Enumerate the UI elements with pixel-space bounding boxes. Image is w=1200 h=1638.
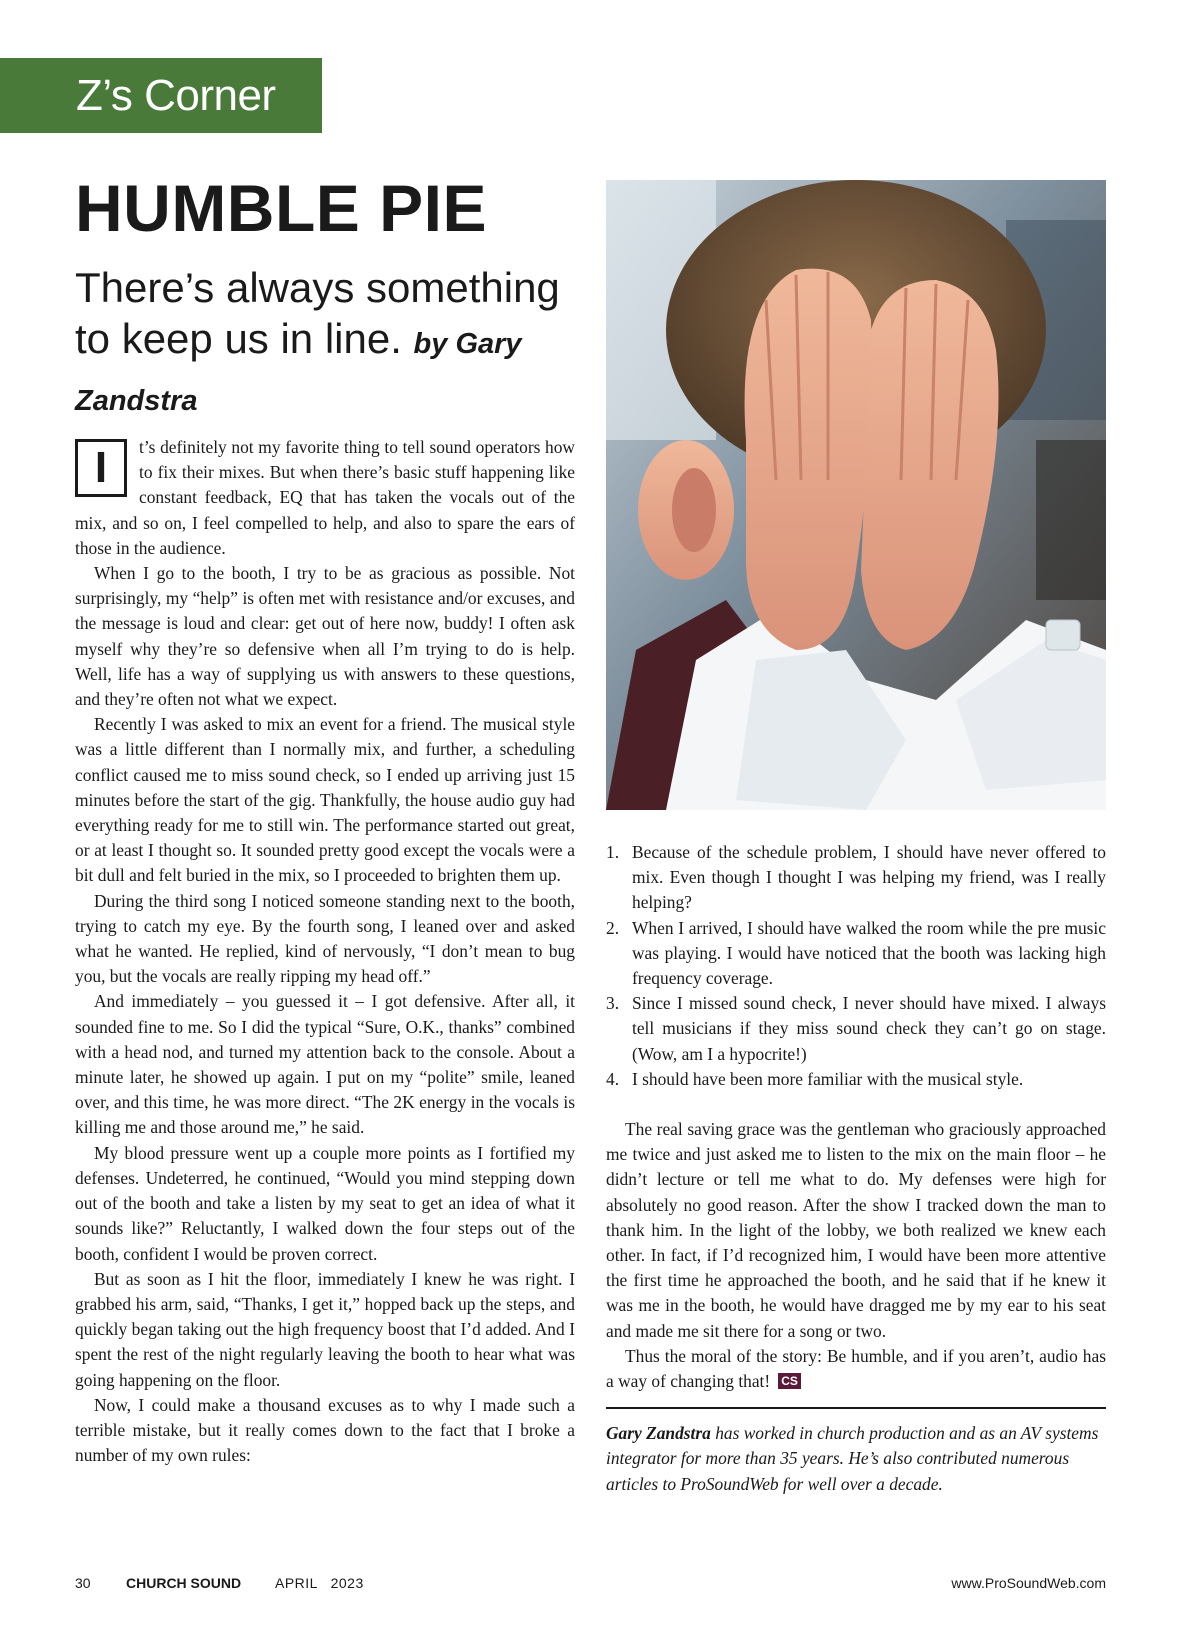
magazine-name: CHURCH SOUND <box>126 1575 242 1591</box>
paragraph-3: Recently I was asked to mix an event for a friend. The musical style was a little different than I normally mix, and further, a scheduling conflict caused me to miss sound check, so I ended up arriving just 15 minutes before the start of the gig. Thankfully, the house audio guy had everything ready for me to still win. The performance started out great, or at least I thought so. It sounded pretty good except the vocals were a bit dull and felt buried in the mix, so I proceeded to brighten them up. <box>75 714 575 886</box>
article-subtitle <box>75 262 575 427</box>
rules-list <box>606 840 1106 1092</box>
author-bio: Gary Zandstra has worked in church production and as an AV systems integrator for more than 35 years. He’s also contributed numerous articles to ProSoundWeb for well over a decade. <box>606 1423 1099 1494</box>
page-number: 30 <box>75 1575 91 1591</box>
right-column <box>606 840 1106 1497</box>
article-title: HUMBLE PIE <box>75 171 488 245</box>
spacer <box>606 1092 1106 1117</box>
paragraph-5: And immediately – you guessed it – I got defensive. After all, it sounded fine to me. So I did the typical “Sure, O.K., thanks” combined with a head nod, and turned my attention back to the console. About a minute later, he showed up again. I put on my “polite” smile, leaned over, and this time, he was more direct. “The 2K energy in the vocals is killing me and those around me,” he said. <box>75 991 575 1138</box>
website-url: www.ProSoundWeb.com <box>951 1575 1106 1591</box>
paragraph-9: The real saving grace was the gentleman who graciously approached me twice and just asked me to listen to the mix on the main floor – he didn’t lecture or tell me what to do. My defenses were high for absolutely no good reason. After the show I tracked down the man to thank him. In the light of the lobby, we both realized we knew each other. In fact, if I’d recognized him, I would have been more attentive the first time he approached the booth, and he said that if he knew it was me in the booth, he would have dragged me by my ear to his seat and made me sit there for a song or two. <box>606 1119 1106 1341</box>
bio-divider <box>606 1407 1106 1409</box>
list-item: 3. Since I missed sound check, I never should have mixed. I always tell musicians if they miss sound check they can’t go on stage. (Wow, am I a hypocrite!) <box>606 993 1106 1064</box>
paragraph-10: Thus the moral of the story: Be humble, and if you aren’t, audio has a way of changing that! CS <box>606 1345 1106 1392</box>
byline: by Gary Zandstra <box>75 328 522 417</box>
list-item: 1. Because of the schedule problem, I should have never offered to mix. Even though I thought I was helping my friend, was I really helping? <box>606 842 1106 913</box>
paragraph-7: But as soon as I hit the floor, immediately I knew he was right. I grabbed his arm, said, “Thanks, I get it,” hopped back up the steps, and quickly began taking out the high frequency boost that I’d added. And I spent the rest of the night regularly leaving the booth to hear what was going happening on the floor. <box>75 1268 575 1390</box>
paragraph-8: Now, I could make a thousand excuses as to why I made such a terrible mistake, but it really comes down to the fact that I broke a number of my own rules: <box>75 1394 575 1466</box>
section-tab: Z’s Corner <box>0 58 322 133</box>
drop-cap: I <box>75 439 127 497</box>
end-mark-icon: CS <box>778 1373 801 1389</box>
paragraph-1: I t’s definitely not my favorite thing to tell sound operators how to fix their mixes. But when there’s basic stuff happening like constant feedback, EQ that has taken the vocals out of the mix, and so on, I feel compelled to help, and also to spare the ears of those in the audience. <box>75 437 575 558</box>
paragraph-2: When I go to the booth, I try to be as gracious as possible. Not surprisingly, my “help” is often met with resistance and/or excuses, and the message is loud and clear: get out of here now, buddy! I often ask myself why they’re so defensive when all I’m trying to do is help. Well, life has a way of supplying us with answers to these questions, and they’re often not what we expect. <box>75 563 575 710</box>
list-item: 2. When I arrived, I should have walked the room while the pre music was playing. I would have noticed that the booth was lacking high frequency coverage. <box>606 917 1106 989</box>
author-name: Gary Zandstra <box>606 1423 711 1444</box>
issue-date: APRIL 2023 <box>275 1575 364 1591</box>
page-footer <box>75 1572 1106 1594</box>
paragraph-4: During the third song I noticed someone standing next to the booth, trying to catch my eye. By the fourth song, I leaned over and asked what he wanted. He replied, kind of nervously, “I don’t mean to bug you, but the vocals are really ripping my head off.” <box>75 890 575 987</box>
boy-covering-face-photo <box>606 180 1106 810</box>
paragraph-6: My blood pressure went up a couple more points as I fortified my defenses. Undeterred, he continued, “Would you mind stepping down out of the booth and take a listen by my seat to get an idea of what it sounds like?” Reluctantly, I walked down the four steps out of the booth, confident I would be proven correct. <box>75 1142 575 1264</box>
list-item: 4. I should have been more familiar with the musical style. <box>606 1068 1024 1089</box>
left-column <box>75 435 575 1468</box>
article-photo <box>606 180 1106 810</box>
subtitle-text: There’s always something to keep us in line. <box>75 264 560 362</box>
